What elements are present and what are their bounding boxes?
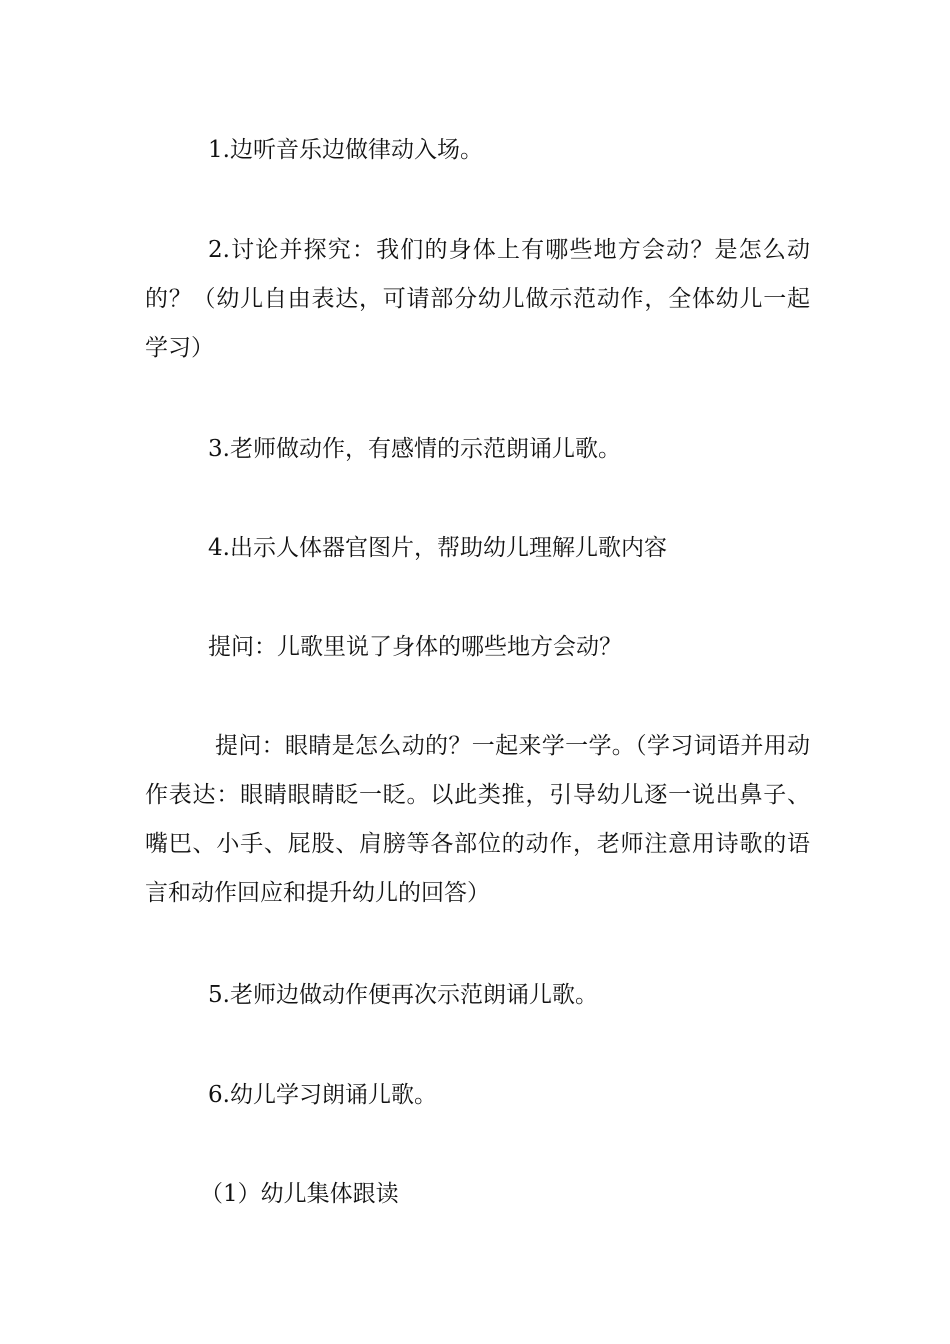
paragraph-step-2: 2.讨论并探究：我们的身体上有哪些地方会动？是怎么动的？（幼儿自由表达，可请部分幼儿做示范动作，全体幼儿一起学习）	[145, 237, 810, 361]
paragraph-step-5: 5.老师边做动作便再次示范朗诵儿歌。	[208, 982, 598, 1008]
paragraph-step-4: 4.出示人体器官图片，帮助幼儿理解儿歌内容	[208, 535, 667, 561]
paragraph-step-1: 1.边听音乐边做律动入场。	[208, 137, 483, 163]
paragraph-step-6: 6.幼儿学习朗诵儿歌。	[208, 1082, 437, 1108]
paragraph-question-1: 提问：儿歌里说了身体的哪些地方会动？	[208, 634, 622, 660]
paragraph-question-2: 提问：眼睛是怎么动的？一起来学一学。（学习词语并用动作表达：眼睛眼睛眨一眨。以此类推，引导幼儿逐一说出鼻子、嘴巴、小手、屁股、肩膀等各部位的动作，老师注意用诗歌的语言和动作回应和提升幼儿的回答）	[145, 733, 810, 906]
paragraph-substep-1: （1）幼儿集体跟读	[200, 1181, 399, 1207]
paragraph-step-3: 3.老师做动作，有感情的示范朗诵儿歌。	[208, 436, 621, 462]
